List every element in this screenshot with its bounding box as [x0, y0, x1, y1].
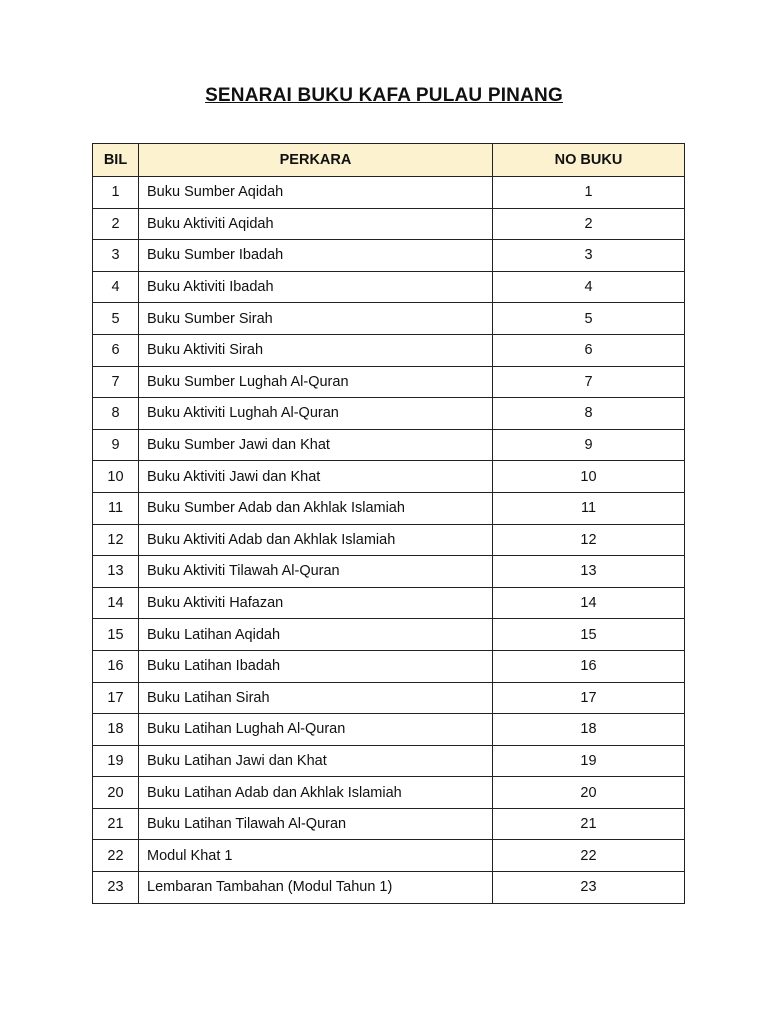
table-row: [93, 334, 685, 366]
row-no-buku: 2: [493, 208, 685, 240]
row-bil: 19: [93, 745, 139, 777]
row-no-buku: 1: [493, 177, 685, 209]
row-perkara: Buku Sumber Adab dan Akhlak Islamiah: [139, 492, 493, 524]
header-no-buku: NO BUKU: [493, 144, 685, 177]
row-perkara: Buku Latihan Tilawah Al-Quran: [139, 808, 493, 840]
table-row: [93, 492, 685, 524]
row-perkara: Buku Latihan Aqidah: [139, 619, 493, 651]
row-no-buku: 22: [493, 840, 685, 872]
row-no-buku: 12: [493, 524, 685, 556]
row-no-buku: 21: [493, 808, 685, 840]
table-row: [93, 177, 685, 209]
table-row: [93, 619, 685, 651]
row-perkara: Buku Latihan Adab dan Akhlak Islamiah: [139, 777, 493, 809]
row-bil: 20: [93, 777, 139, 809]
row-perkara: Buku Aktiviti Jawi dan Khat: [139, 461, 493, 493]
row-perkara: Modul Khat 1: [139, 840, 493, 872]
table-row: [93, 872, 685, 904]
header-bil: BIL: [93, 144, 139, 177]
row-bil: 18: [93, 714, 139, 746]
table-row: [93, 240, 685, 272]
table-row: [93, 208, 685, 240]
row-perkara: Buku Aktiviti Lughah Al-Quran: [139, 398, 493, 430]
row-bil: 22: [93, 840, 139, 872]
table-row: [93, 303, 685, 335]
row-bil: 1: [93, 177, 139, 209]
row-bil: 6: [93, 334, 139, 366]
row-no-buku: 20: [493, 777, 685, 809]
row-bil: 14: [93, 587, 139, 619]
row-perkara: Buku Aktiviti Adab dan Akhlak Islamiah: [139, 524, 493, 556]
table-row: [93, 398, 685, 430]
row-perkara: Buku Latihan Sirah: [139, 682, 493, 714]
row-no-buku: 9: [493, 429, 685, 461]
row-perkara: Buku Aktiviti Ibadah: [139, 271, 493, 303]
table-row: [93, 587, 685, 619]
row-bil: 12: [93, 524, 139, 556]
row-perkara: Buku Latihan Ibadah: [139, 650, 493, 682]
table-row: [93, 366, 685, 398]
row-perkara: Buku Sumber Ibadah: [139, 240, 493, 272]
row-bil: 23: [93, 872, 139, 904]
row-no-buku: 18: [493, 714, 685, 746]
row-perkara: Lembaran Tambahan (Modul Tahun 1): [139, 872, 493, 904]
table-row: [93, 650, 685, 682]
row-no-buku: 19: [493, 745, 685, 777]
row-perkara: Buku Latihan Lughah Al-Quran: [139, 714, 493, 746]
table-row: [93, 682, 685, 714]
row-no-buku: 10: [493, 461, 685, 493]
row-bil: 10: [93, 461, 139, 493]
table-row: [93, 840, 685, 872]
row-perkara: Buku Latihan Jawi dan Khat: [139, 745, 493, 777]
table-row: [93, 429, 685, 461]
row-no-buku: 8: [493, 398, 685, 430]
row-perkara: Buku Aktiviti Sirah: [139, 334, 493, 366]
row-no-buku: 3: [493, 240, 685, 272]
row-perkara: Buku Aktiviti Hafazan: [139, 587, 493, 619]
row-bil: 2: [93, 208, 139, 240]
row-no-buku: 15: [493, 619, 685, 651]
row-no-buku: 4: [493, 271, 685, 303]
row-bil: 17: [93, 682, 139, 714]
row-no-buku: 13: [493, 556, 685, 588]
row-perkara: Buku Aktiviti Tilawah Al-Quran: [139, 556, 493, 588]
row-no-buku: 23: [493, 872, 685, 904]
row-perkara: Buku Sumber Sirah: [139, 303, 493, 335]
header-perkara: PERKARA: [139, 144, 493, 177]
table-row: [93, 745, 685, 777]
row-bil: 8: [93, 398, 139, 430]
row-no-buku: 6: [493, 334, 685, 366]
table-row: [93, 271, 685, 303]
table-row: [93, 714, 685, 746]
row-bil: 13: [93, 556, 139, 588]
row-no-buku: 14: [493, 587, 685, 619]
row-bil: 21: [93, 808, 139, 840]
row-bil: 3: [93, 240, 139, 272]
row-bil: 5: [93, 303, 139, 335]
row-no-buku: 5: [493, 303, 685, 335]
row-bil: 7: [93, 366, 139, 398]
row-perkara: Buku Aktiviti Aqidah: [139, 208, 493, 240]
row-no-buku: 16: [493, 650, 685, 682]
book-list-table: [92, 143, 685, 904]
row-bil: 16: [93, 650, 139, 682]
table-row: [93, 808, 685, 840]
row-bil: 9: [93, 429, 139, 461]
table-body: [93, 177, 685, 904]
table-row: [93, 524, 685, 556]
row-bil: 4: [93, 271, 139, 303]
table-row: [93, 556, 685, 588]
row-no-buku: 7: [493, 366, 685, 398]
table-header-row: [93, 144, 685, 177]
row-perkara: Buku Sumber Jawi dan Khat: [139, 429, 493, 461]
table-row: [93, 777, 685, 809]
row-no-buku: 17: [493, 682, 685, 714]
row-perkara: Buku Sumber Aqidah: [139, 177, 493, 209]
row-bil: 15: [93, 619, 139, 651]
row-bil: 11: [93, 492, 139, 524]
page-title: SENARAI BUKU KAFA PULAU PINANG: [205, 85, 563, 106]
table-row: [93, 461, 685, 493]
row-perkara: Buku Sumber Lughah Al-Quran: [139, 366, 493, 398]
row-no-buku: 11: [493, 492, 685, 524]
